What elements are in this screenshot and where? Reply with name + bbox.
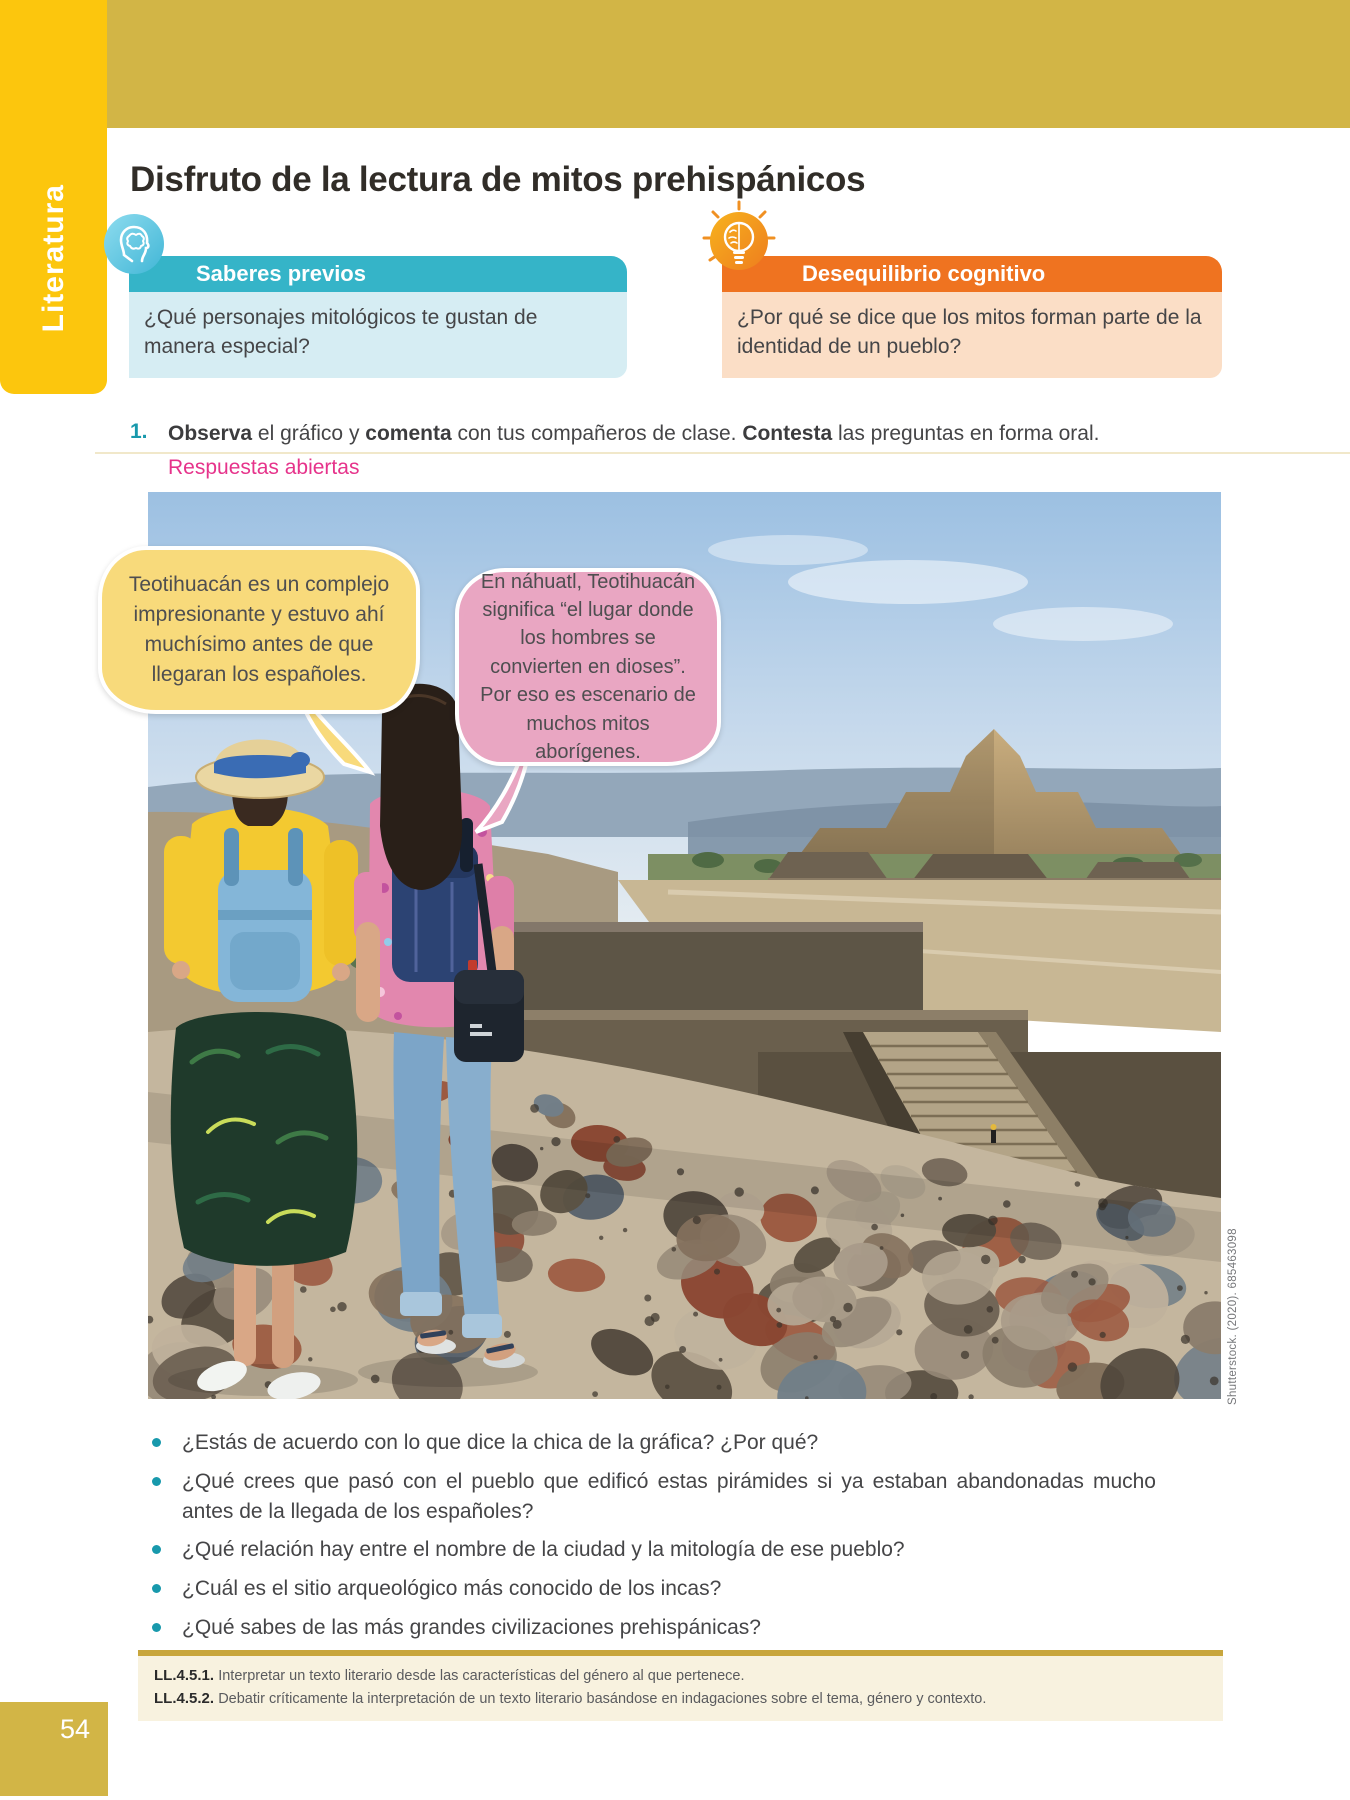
saberes-previos-body [129,292,627,378]
question-text: ¿Cuál es el sitio arqueológico más conocido de los incas? [182,1577,722,1601]
instruction-segment: con tus compañeros de clase. [451,422,743,445]
answer-note: Respuestas abiertas [168,456,360,479]
saberes-previos-title: Saberes previos [196,261,366,286]
standard-code: LL.4.5.2. [154,1689,219,1707]
bullet-dot [152,1545,161,1554]
question-item [148,1613,1156,1643]
page-title: Disfruto de la lectura de mitos prehispánicos [130,160,866,199]
climber-figure [991,1124,997,1143]
desequilibrio-body [722,292,1222,378]
saberes-previos-box [129,256,627,378]
desequilibrio-header [722,256,1222,292]
instruction-segment: comenta [365,422,452,445]
instruction-segment: el gráfico y [252,422,366,445]
bullet-dot [152,1477,161,1486]
brain-icon [102,212,166,276]
standard-text: Interpretar un texto literario desde las características del género al que pertenece. [218,1668,745,1684]
question-text: ¿Qué crees que pasó con el pueblo que edificó estas pirámides si ya estaban abandonadas mucho antes de la llegada de los españoles? [182,1469,1156,1523]
instruction-segment: Observa [168,422,253,445]
speech-bubble-pink-text: En náhuatl, Teotihuacán significa “el lugar donde los hombres se convierten en dioses”. Por eso es escenario de muchos mitos aborígenes. [480,570,696,763]
speech-bubble-pink [455,568,721,766]
standards-footer [138,1650,1223,1721]
bullet-dot [152,1623,161,1632]
speech-bubble-yellow [98,546,420,714]
photo-credit: Shutterstock. (2020). 685463098 [1227,1228,1239,1405]
standard-item [154,1688,1207,1711]
standard-text: Debatir críticamente la interpretación de un texto literario basándose en indagaciones sobre el tema, género y contexto. [218,1690,987,1707]
sidebar-unit-label: Literatura [36,183,70,332]
question-item [148,1428,1156,1458]
instruction-segment: las preguntas en forma oral. [832,422,1100,445]
sidebar-unit-tab [0,0,107,394]
lightbulb-brain-icon [696,198,782,284]
saberes-previos-question: ¿Qué personajes mitológicos te gustan de manera especial? [144,306,538,358]
speech-bubble-yellow-text: Teotihuacán es un complejo impresionante y estuvo ahí muchísimo antes de que llegaran los españoles. [128,573,390,686]
page-number-block [0,1702,108,1796]
question-text: ¿Qué relación hay entre el nombre de la ciudad y la mitología de ese pueblo? [182,1538,905,1562]
guide-line [95,452,1350,454]
standard-code: LL.4.5.1. [154,1667,219,1684]
saberes-previos-header [129,256,627,292]
bullet-dot [152,1584,161,1593]
standard-item [154,1665,1207,1688]
desequilibrio-title: Desequilibrio cognitivo [802,261,1046,286]
question-item [148,1535,1156,1565]
question-text: ¿Estás de acuerdo con lo que dice la chica de la gráfica? ¿Por qué? [182,1431,819,1454]
page-number: 54 [60,1714,91,1744]
activity-number: 1. [130,420,148,443]
question-item [148,1574,1156,1604]
bullet-dot [152,1438,161,1447]
questions-list [148,1428,1156,1652]
instruction-segment: Contesta [742,422,833,445]
question-item [148,1467,1156,1527]
question-text: ¿Qué sabes de las más grandes civilizaciones prehispánicas? [182,1616,761,1640]
top-gold-band [107,0,1350,128]
desequilibrio-cognitivo-box [722,256,1222,378]
desequilibrio-question: ¿Por qué se dice que los mitos forman parte de la identidad de un pueblo? [737,306,1202,358]
activity-instruction [168,420,1158,448]
